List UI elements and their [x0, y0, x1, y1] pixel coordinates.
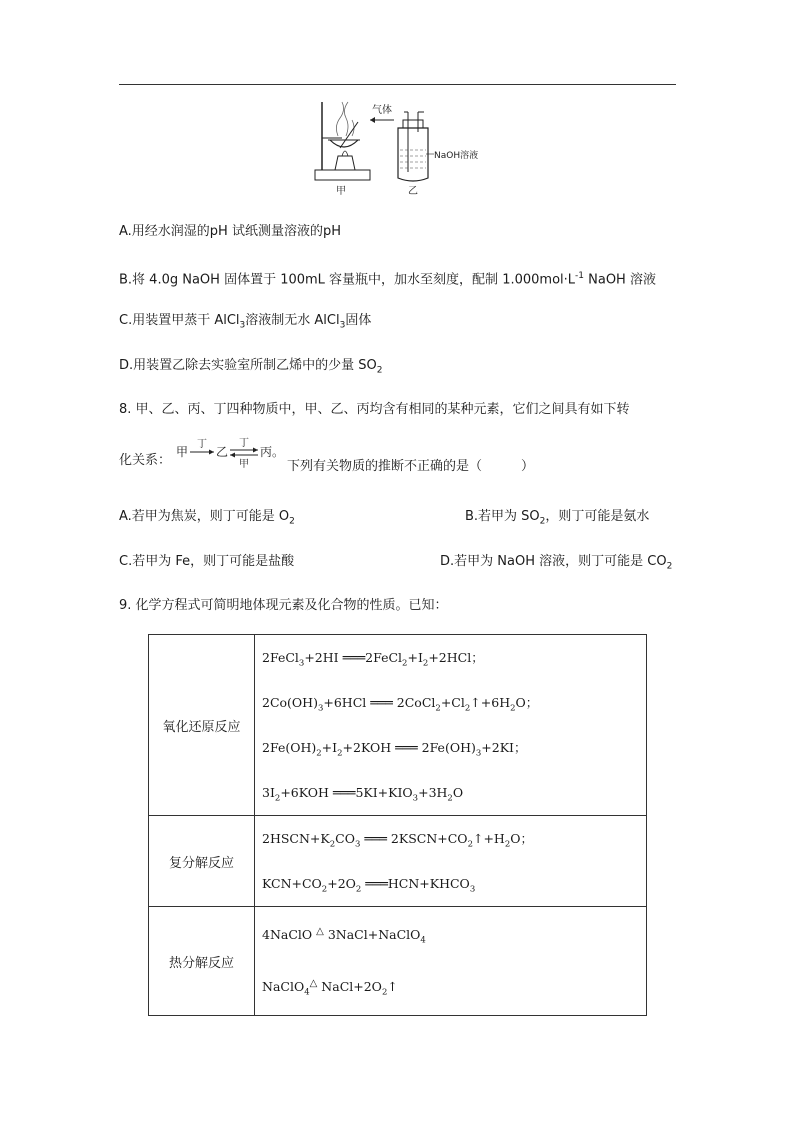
equation-2: $2Co(OH)_3+6HCl$ ═══ $2CoCl_2+Cl_2↑+6H_2O$；	[262, 695, 539, 714]
scheme-bing: 丙。	[260, 445, 285, 459]
label-jia: 甲	[336, 186, 346, 197]
q8-option-b-tail: ，则丁可能是氨水	[545, 509, 650, 524]
reaction-table	[148, 634, 647, 1016]
scheme-arrow2-top-label: 丁	[239, 438, 249, 449]
equation-1: 2FeCl$_3$+2HI $═══2FeCl_2+I_2+2HCl$；	[262, 650, 484, 669]
scheme-arrow1-label: 丁	[197, 439, 207, 450]
q8-option-d-sub: 2	[666, 561, 673, 572]
q8-stem-line1: 8. 甲、乙、丙、丁四种物质中，甲、乙、丙均含有相同的某种元素，它们之间具有如下转	[119, 402, 630, 417]
q7-option-d-sub: 2	[376, 365, 383, 376]
scheme-arrow2-bottom-label: 甲	[239, 459, 249, 469]
q7-option-c-sub1: 3	[239, 320, 246, 331]
apparatus-figure	[300, 98, 500, 198]
q7-option-d-text: D.用装置乙除去实验室所制乙烯中的少量 SO	[119, 358, 377, 373]
q7-option-c-sub2: 3	[339, 320, 346, 331]
q9-stem: 9. 化学方程式可简明地体现元素及化合物的性质。已知：	[119, 598, 448, 613]
q8-option-a-text: A.若甲为焦炭，则丁可能是 O	[119, 509, 290, 524]
scheme-drawing	[176, 437, 286, 469]
apparatus-drawing	[300, 98, 500, 198]
equation-3: $2Fe(OH)_2+I_2+2KOH$ ═══ $2Fe(OH)_3+2KI$；	[262, 740, 527, 759]
equation-5: $2HSCN+K_2CO_3$ ═══ $2KSCN+CO_2↑+H_2O$；	[262, 831, 534, 850]
q8-option-a	[119, 508, 295, 531]
equation-7: 4NaClO △ 3NaCl+NaClO$_4$	[262, 926, 426, 946]
q8-option-b	[465, 508, 649, 531]
category-thermal: 热分解反应	[149, 907, 255, 1016]
q7-option-d	[119, 357, 383, 380]
q8-option-c: C.若甲为 Fe，则丁可能是盐酸	[119, 554, 295, 569]
q7-option-b-text: B.将 4.0g NaOH 固体置于 100mL 容量瓶中，加水至刻度，配制 1.000mol·L	[119, 272, 576, 288]
scheme-jia: 甲	[176, 445, 189, 459]
q7-option-b	[119, 267, 656, 289]
equation-8: NaClO$_4$△ $NaCl+2O_2↑$	[262, 978, 398, 998]
table-row	[149, 907, 647, 1016]
table-row	[149, 816, 647, 907]
header-rule	[119, 84, 676, 85]
naoh-label: NaOH溶液	[434, 151, 479, 161]
q7-option-c-text3: 固体	[345, 313, 372, 328]
q8-stem-line2-post: 下列有关物质的推断不正确的是（ ）	[287, 459, 535, 474]
q8-option-d-text: D.若甲为 NaOH 溶液，则丁可能是 CO	[440, 554, 667, 569]
q8-option-a-sub: 2	[289, 516, 295, 527]
equation-4: $3I_2+6KOH$ $═══5KI+KIO_3+3H_2O$	[262, 785, 464, 804]
q7-option-b-sup: -1	[575, 271, 584, 281]
table-row	[149, 635, 647, 816]
equations-metathesis	[255, 816, 647, 907]
equation-6: $KCN+CO_2+2O_2$ $═══HCN+KHCO_3$	[262, 876, 476, 895]
equations-thermal	[255, 907, 647, 1016]
q7-option-c	[119, 312, 371, 335]
q8-option-b-text: B.若甲为 SO	[465, 509, 540, 524]
category-redox: 氧化还原反应	[149, 635, 255, 816]
q8-conversion-scheme	[176, 437, 286, 469]
scheme-yi: 乙	[216, 445, 229, 459]
q8-stem-line2-pre: 化关系：	[119, 453, 172, 468]
q8-option-d	[440, 553, 672, 576]
equations-redox	[255, 635, 647, 816]
q7-option-c-text2: 溶液制无水 AlCl	[245, 313, 340, 328]
q7-option-a: A.用经水润湿的pH 试纸测量溶液的pH	[119, 224, 341, 239]
q8-option-b-sub: 2	[539, 516, 546, 527]
category-metathesis: 复分解反应	[149, 816, 255, 907]
gas-label: 气体	[372, 105, 392, 116]
label-yi: 乙	[408, 186, 418, 197]
q7-option-c-text1: C.用装置甲蒸干 AlCl	[119, 313, 240, 328]
q7-option-b-tail: NaOH 溶液	[584, 272, 656, 288]
